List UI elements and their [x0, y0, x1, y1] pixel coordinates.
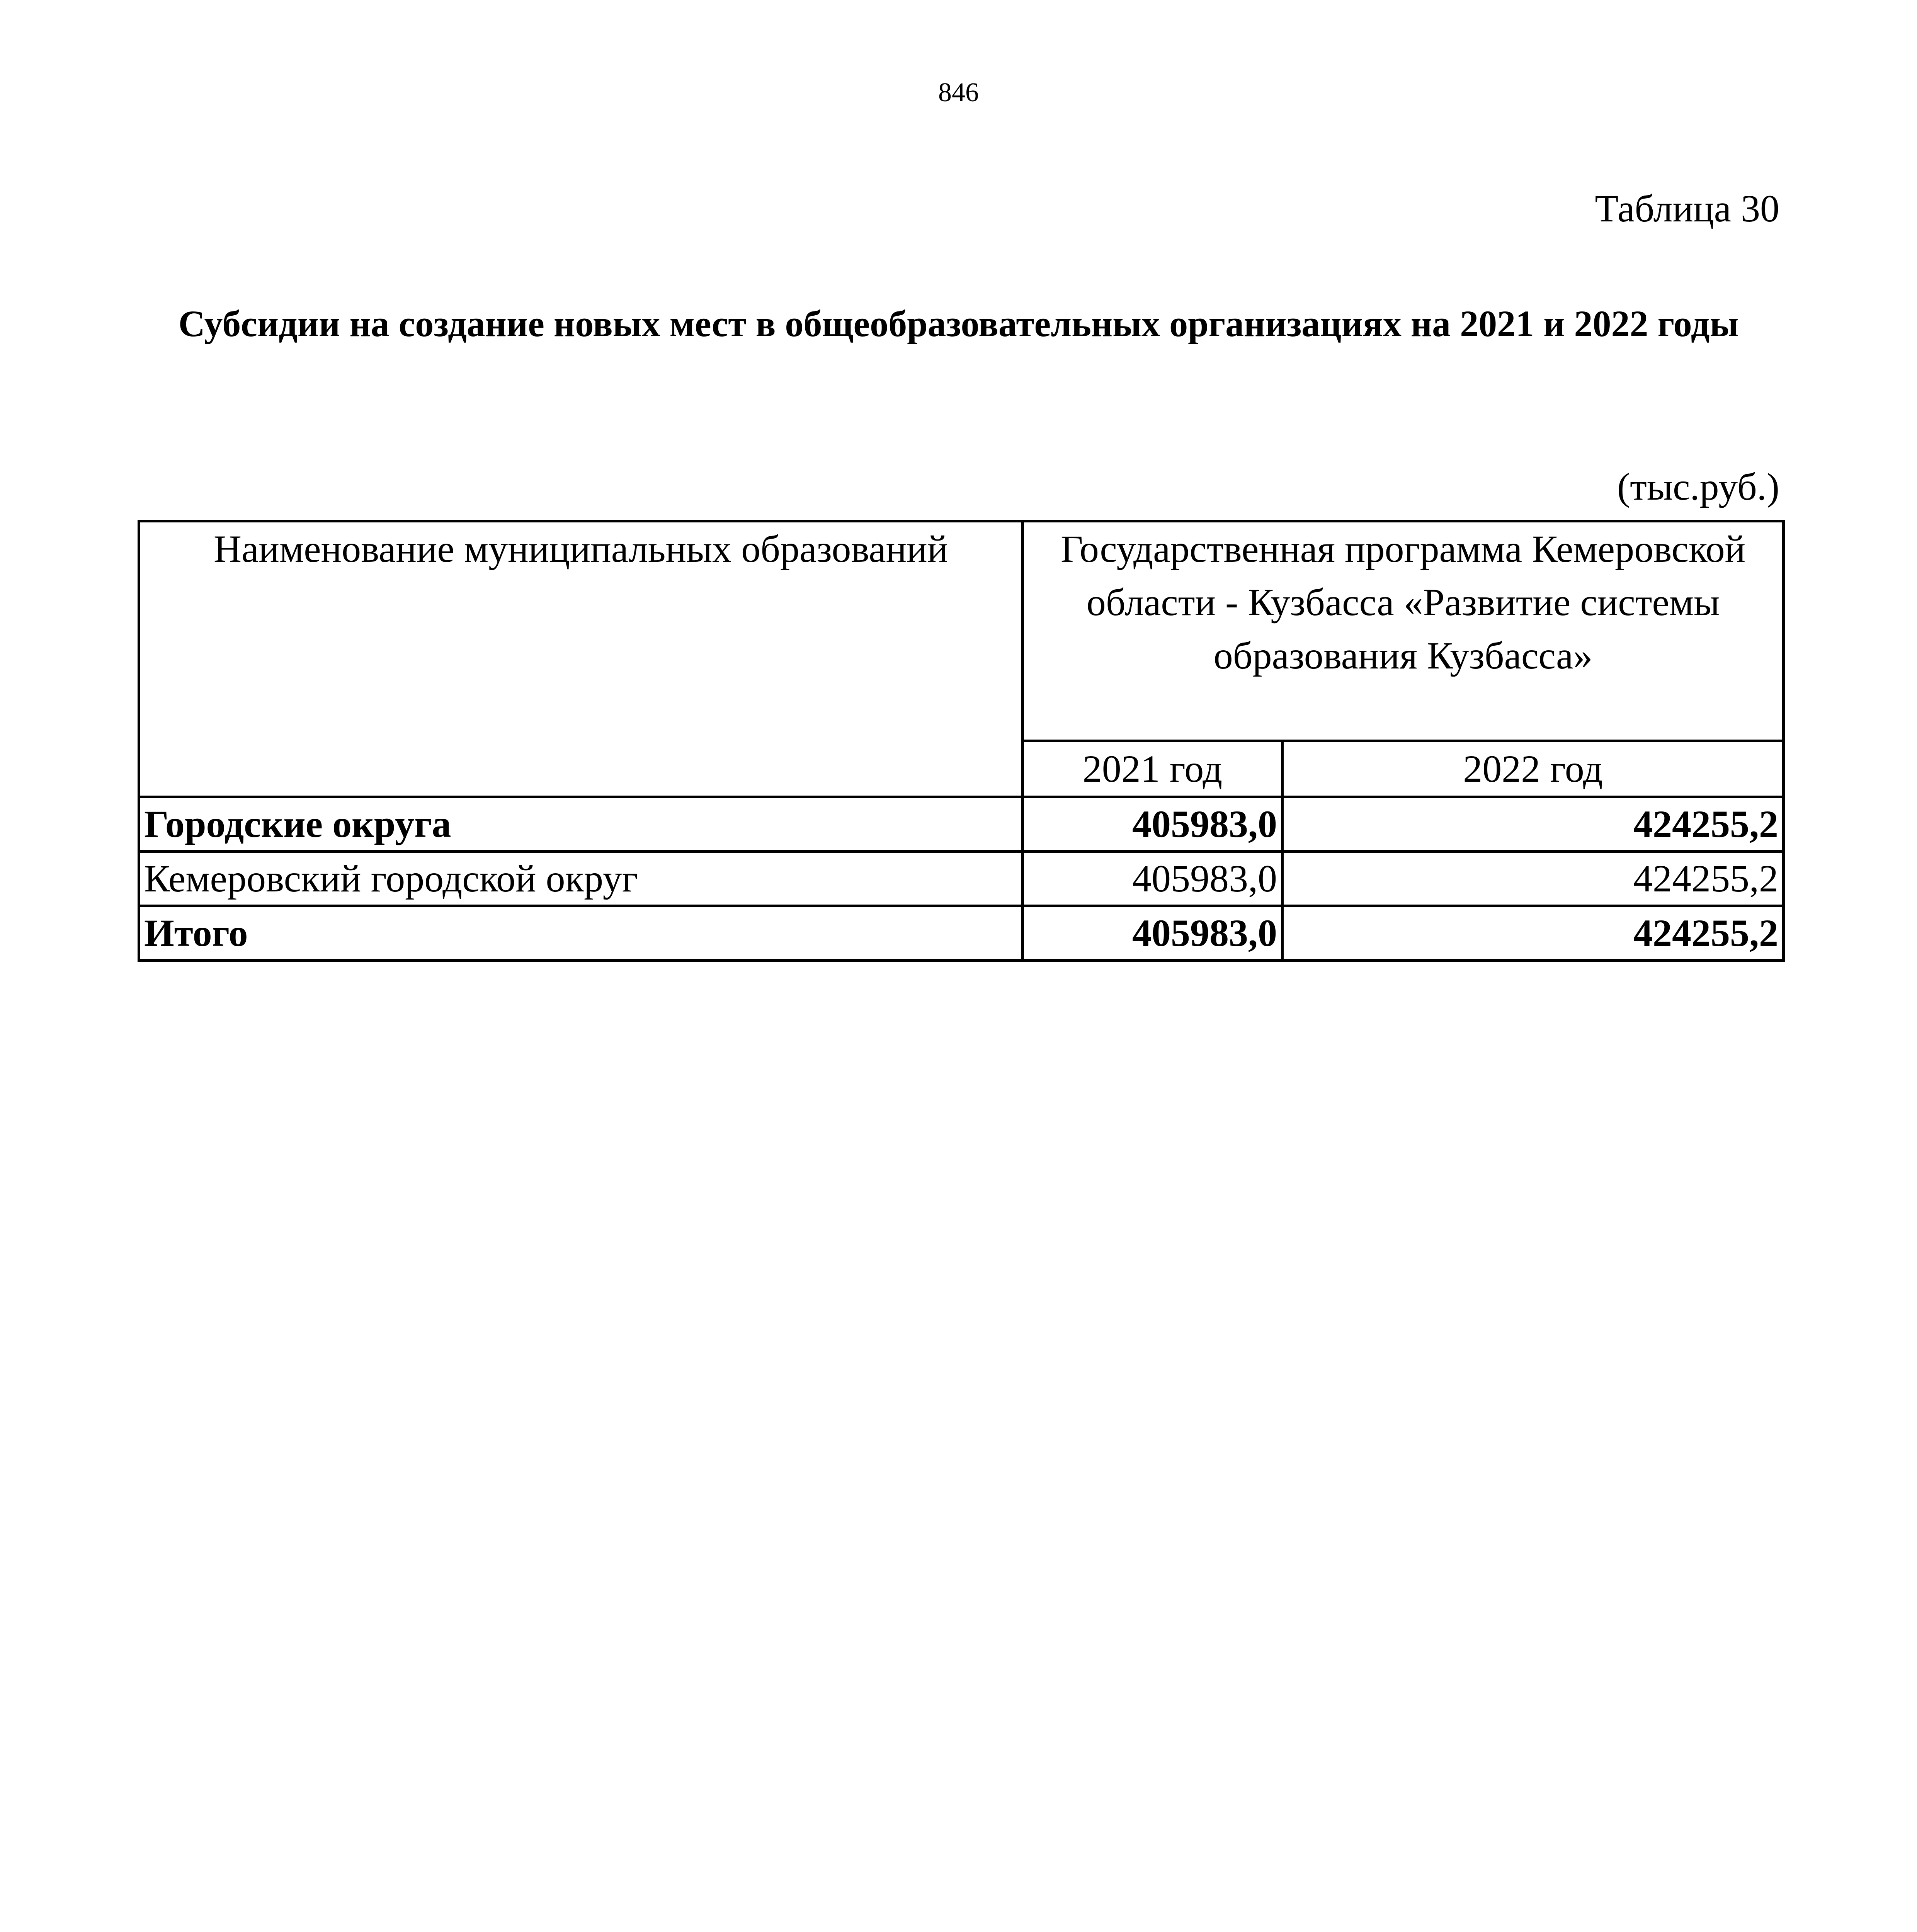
subsidies-table	[138, 520, 1785, 962]
table-number: Таблица 30	[1595, 187, 1779, 230]
row-value-2021: 405983,0	[1023, 797, 1283, 852]
header-program: Государственная программа Кемеровской области - Кузбасса «Развитие системы образования Кузбасса»	[1023, 521, 1784, 741]
row-value-2021: 405983,0	[1023, 906, 1283, 961]
row-value-2022: 424255,2	[1283, 852, 1784, 906]
header-year-2022: 2022 год	[1283, 741, 1784, 797]
row-name: Итого	[139, 906, 1023, 961]
row-value-2022: 424255,2	[1283, 906, 1784, 961]
header-municipality: Наименование муниципальных образований	[139, 521, 1023, 797]
header-year-2021: 2021 год	[1023, 741, 1283, 797]
document-title: Субсидии на создание новых мест в общеобразовательных организациях на 2021 и 2022 годы	[178, 303, 1739, 344]
table-row-total	[139, 906, 1784, 961]
row-value-2021: 405983,0	[1023, 852, 1283, 906]
row-name: Кемеровский городской округ	[139, 852, 1023, 906]
row-value-2022: 424255,2	[1283, 797, 1784, 852]
table-row	[139, 797, 1784, 852]
header-row	[139, 521, 1784, 741]
row-name: Городские округа	[139, 797, 1023, 852]
page-number: 846	[938, 78, 979, 107]
table-row	[139, 852, 1784, 906]
units-label: (тыс.руб.)	[1617, 465, 1779, 508]
